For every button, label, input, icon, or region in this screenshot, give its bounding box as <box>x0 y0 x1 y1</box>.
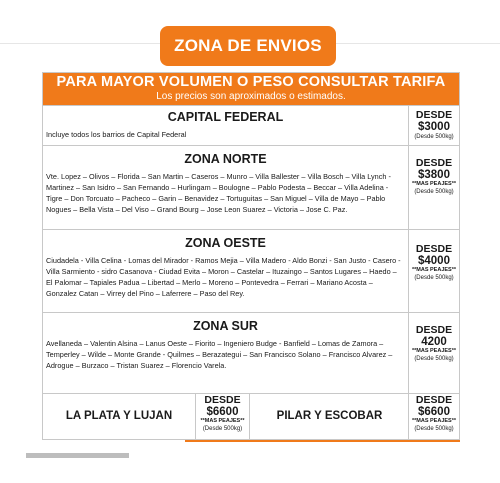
zone-row-sur <box>43 312 459 393</box>
price-cell-pilar <box>408 394 459 439</box>
price-prefix: DESDE <box>204 394 241 406</box>
price-cell-la-plata <box>195 394 249 439</box>
footer-accent-line <box>185 440 460 442</box>
tolls-note: **MAS PEAJES** <box>411 267 457 273</box>
zone-price: $3000 <box>418 121 450 133</box>
zone-cell-la-plata <box>43 394 195 439</box>
zone-row-capital <box>43 105 459 145</box>
min-weight: (Desde 500kg) <box>414 275 454 281</box>
price-prefix: DESDE <box>415 243 453 255</box>
tolls-note: **MAS PEAJES** <box>200 418 245 424</box>
zone-price: 4200 <box>421 336 447 348</box>
zone-price: $6600 <box>418 406 450 418</box>
zone-name: CAPITAL FEDERAL <box>167 110 284 124</box>
card-headline: PARA MAYOR VOLUMEN O PESO CONSULTAR TARIFA <box>56 74 446 90</box>
tolls-note: **MAS PEAJES** <box>411 348 457 354</box>
zone-cell-pilar <box>249 394 409 439</box>
card-subline: Los precios son aproximados o estimados. <box>156 91 346 102</box>
price-prefix: DESDE <box>415 324 453 336</box>
min-weight: (Desde 500kg) <box>414 189 454 195</box>
zone-description: Avellaneda – Valentin Alsina – Lanus Oeste – Fiorito – Ingeniero Budge - Banfield – Lomas de Zamora – Temperley – Wilde – Monte Grande - Quilmes – Berazategui – San Francisco Solano – Francisco Alvarez – Adrogue – Burzaco – Tristan Suarez – Florencio Varela. <box>46 339 393 370</box>
zone-price: $6600 <box>206 406 239 418</box>
page-title: ZONA DE ENVIOS <box>160 26 336 66</box>
zone-name: ZONA SUR <box>193 319 258 333</box>
price-prefix: DESDE <box>415 109 453 121</box>
zone-row-oeste <box>43 229 459 312</box>
price-prefix: DESDE <box>415 157 453 169</box>
tolls-note: **MAS PEAJES** <box>411 181 457 187</box>
card-header <box>43 73 459 105</box>
zone-price: $4000 <box>418 255 450 267</box>
zone-name: LA PLATA Y LUJAN <box>65 410 173 422</box>
min-weight: (Desde 500kg) <box>414 134 454 140</box>
zone-price: $3800 <box>418 169 450 181</box>
min-weight: (Desde 500kg) <box>202 426 243 432</box>
zone-name: ZONA OESTE <box>185 236 266 250</box>
min-weight: (Desde 500kg) <box>414 426 454 432</box>
bottom-zones-row <box>43 393 459 439</box>
shipping-zones-card <box>42 72 460 440</box>
zone-description: Incluye todos los barrios de Capital Federal <box>46 130 187 139</box>
zone-name: PILAR Y ESCOBAR <box>276 410 383 422</box>
zone-row-norte <box>43 145 459 229</box>
zone-name: ZONA NORTE <box>184 152 267 166</box>
zone-description: Vte. Lopez – Olivos – Florida – San Martin – Caseros – Munro – Villa Ballester – Villa Bosch – Villa Lynch - Martinez – San Isidro – San Fernando – Hurlingam – Boulogne – Pablo Podesta – Beccar – Villa Adelina - Tigre – Don Torcuato – Pacheco – Garin – Benavidez – Tortuguitas – San Miguel – Villa de Mayo – Pablo Nogues – Bella Vista – Del Viso – Grand Bourg – Jose Leon Suarez – Victoria – Jose C. Paz. <box>46 172 391 214</box>
price-prefix: DESDE <box>415 394 453 406</box>
zone-description: Ciudadela - Villa Celina - Lomas del Mirador - Ramos Mejia – Villa Madero - Aldo Bonzi - San Justo - Casero - Villa Sarmiento - sidro Casanova - Ciudad Evita – Moron – Castelar – Ituzaingo – Santos Lugares – Haedo – El Palomar – Tapiales Padua – Libertad – Merlo – Moreno – Pontevedra – Ferrari – Mariano Acosta – Gonzalez Catan – Virrey del Pino – Laferrere – Paso del Rey. <box>46 256 401 298</box>
footer-gray-bar <box>26 453 129 458</box>
tolls-note: **MAS PEAJES** <box>411 418 457 424</box>
min-weight: (Desde 500kg) <box>414 356 454 362</box>
